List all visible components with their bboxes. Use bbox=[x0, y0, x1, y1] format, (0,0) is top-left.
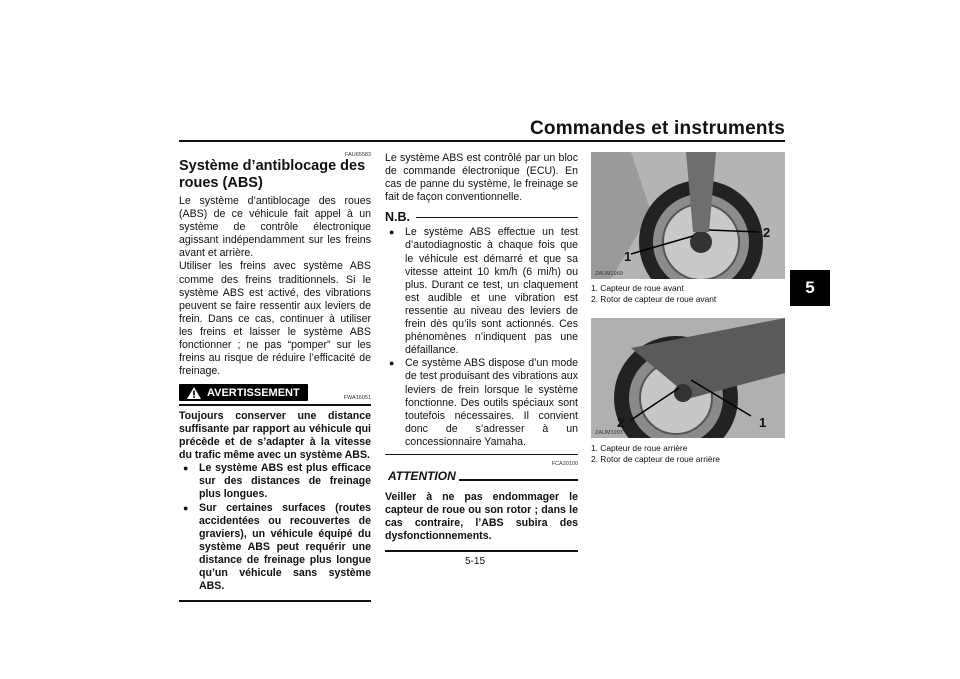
section-title: Système d’antiblocage des roues (ABS) bbox=[179, 158, 366, 191]
caption-item: 1. Capteur de roue avant bbox=[591, 283, 684, 293]
attention-label: ATTENTION bbox=[385, 469, 459, 483]
paragraph: Utiliser les freins avec système ABS comme des freins traditionnels. Si le système ABS est activé, des vibrations peuvent se faire ressentir aux leviers de frein. Dans ce cas, continuer à utiliser les freins et laisser le système ABS fonctionner ; ne pas “pomper” sur les freins au risque de réduire l’efficacité de freinage. bbox=[179, 260, 371, 378]
warning-code: FWA16051 bbox=[343, 395, 371, 402]
callout-1: 1 bbox=[624, 249, 632, 264]
callout-1: 1 bbox=[759, 415, 767, 430]
section-code: FAU65583 bbox=[345, 152, 371, 158]
page-number: 5-15 bbox=[465, 556, 486, 567]
warning-rule bbox=[179, 404, 371, 406]
note-list bbox=[385, 226, 578, 449]
list-item: ● Le système ABS est plus efficace sur des distances de freinage plus longues. bbox=[179, 462, 371, 501]
attention-end-rule bbox=[385, 550, 578, 552]
header-rule bbox=[179, 140, 785, 142]
figure-code: ZAUM1993 bbox=[595, 430, 623, 436]
warning-text: Toujours conserver une distance suffisante par rapport au véhicule qui précède et de s’adapter à la vitesse du trafic même avec un système ABS. bbox=[179, 409, 371, 462]
middle-column bbox=[385, 152, 578, 552]
attention-header bbox=[385, 469, 578, 485]
note-rule bbox=[416, 217, 578, 218]
front-wheel-illustration bbox=[591, 152, 785, 279]
attention-text: Veiller à ne pas endommager le capteur de roue ou son rotor ; dans le cas contraire, l’ABS subira des dysfonctionnements. bbox=[385, 490, 578, 543]
warning-end-rule bbox=[179, 600, 371, 602]
warning-header bbox=[179, 384, 371, 401]
caption-item: 1. Capteur de roue arrière bbox=[591, 443, 688, 453]
front-caption bbox=[591, 283, 716, 305]
rear-caption bbox=[591, 443, 720, 465]
list-item: ● Le système ABS effectue un test d’autodiagnostic à chaque fois que le véhicule est démarré et que sa vitesse atteint 10 km/h (6 mi/h) ou plus. Durant ce test, un claquement est audible et une vibration est ressentie au niveau des leviers de frein dès qu’ils sont actionnés. Ces phénomènes n’indiquent pas une défaillance. bbox=[385, 226, 578, 357]
caption-item: 2. Rotor de capteur de roue avant bbox=[591, 294, 717, 304]
front-wheel-photo bbox=[591, 152, 785, 279]
figure-code: ZAUM1969 bbox=[595, 271, 623, 277]
chapter-title: Commandes et instruments bbox=[529, 118, 785, 139]
chapter-tab: 5 bbox=[790, 270, 830, 306]
callout-2: 2 bbox=[617, 415, 625, 430]
note-end-rule bbox=[385, 454, 578, 455]
warning-list bbox=[179, 462, 371, 593]
paragraph: Le système ABS est contrôlé par un bloc de commande électronique (ECU). En cas de panne du système, le freinage se fait de façon conventionnelle. bbox=[385, 152, 578, 204]
paragraph: Le système d’antiblocage des roues (ABS) de ce véhicule fait appel à un système de contrôle électronique agissant indépendamment sur les freins avant et arrière. bbox=[179, 195, 371, 260]
note-label: N.B. bbox=[385, 210, 410, 225]
callout-2: 2 bbox=[763, 225, 771, 240]
rear-wheel-photo bbox=[591, 318, 785, 438]
attention-code: FCA20100 bbox=[551, 460, 578, 467]
note-header bbox=[385, 210, 578, 224]
warning-label: AVERTISSEMENT bbox=[207, 386, 300, 399]
left-column bbox=[179, 152, 371, 602]
list-item: ● Ce système ABS dispose d’un mode de test produisant des vibrations aux leviers de frein lorsque le système fonctionne. Des outils spéciaux sont toutefois nécessaires. Il convient donc de s’adresser à un concessionnaire Yamaha. bbox=[385, 357, 578, 449]
warning-banner bbox=[179, 384, 308, 401]
list-item: ● Sur certaines surfaces (routes accidentées ou recouvertes de graviers), un véhicule équipé du système ABS peut requérir une distance de freinage plus longue qu’un véhicule sans système ABS. bbox=[179, 502, 371, 594]
warning-icon bbox=[187, 387, 201, 399]
caption-item: 2. Rotor de capteur de roue arrière bbox=[591, 454, 720, 464]
